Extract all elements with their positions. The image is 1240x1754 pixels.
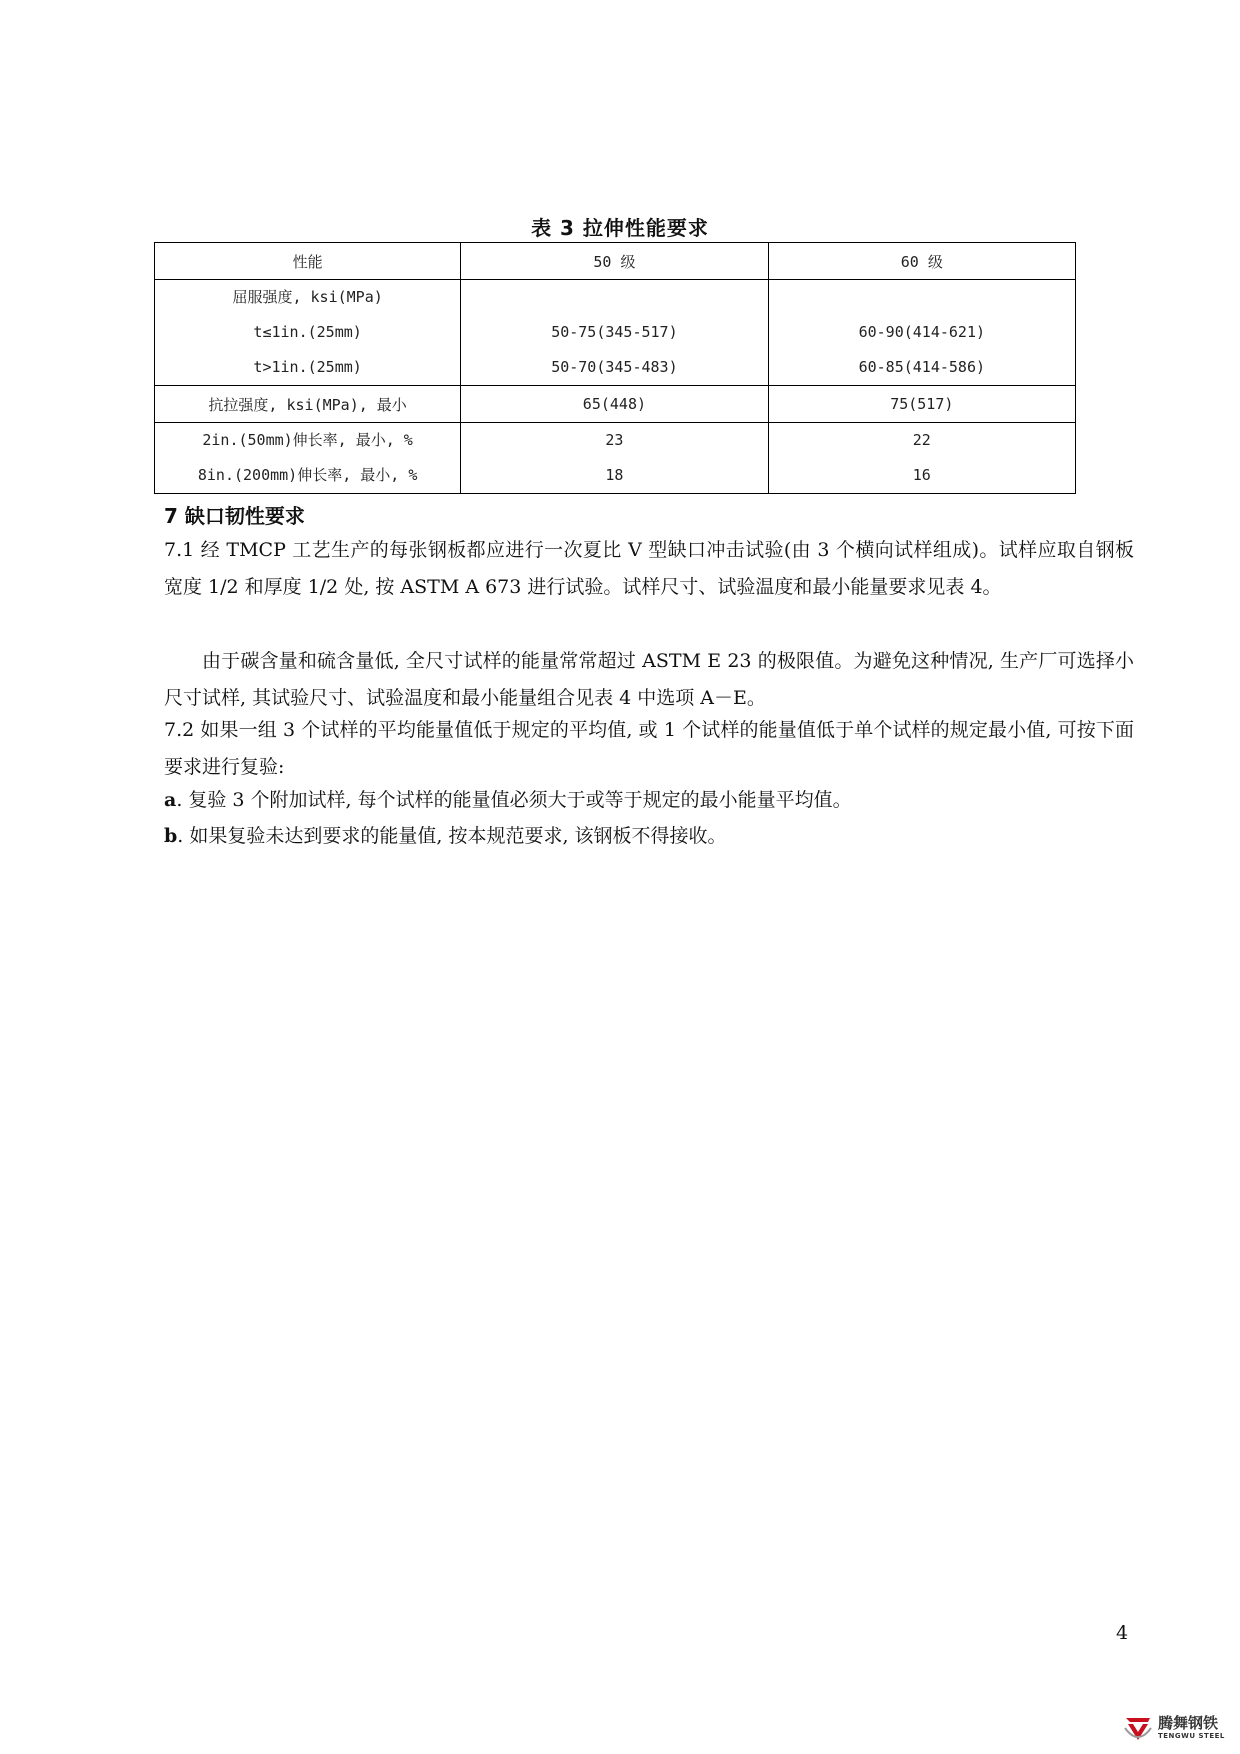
- paragraph-7-1: 7.1 经 TMCP 工艺生产的每张钢板都应进行一次夏比 V 型缺口冲击试验(由 3 个横向试样组成)。试样应取自钢板宽度 1/2 和厚度 1/2 处, 按 ASTM A 673 进行试验。试样尺寸、试验温度和最小能量要求见表 4。: [164, 539, 1134, 598]
- table-caption: 表 3 拉伸性能要求: [531, 216, 709, 240]
- elong-2in-g50: 23: [605, 431, 624, 449]
- header-grade-60: 60 级: [768, 243, 1075, 280]
- footer-logo: [1122, 1710, 1238, 1746]
- table-header-row: [155, 243, 1076, 280]
- table-row-tensile: [155, 386, 1076, 423]
- logo-en: TENGWU STEEL: [1158, 1732, 1225, 1740]
- elong-8in-g50: 18: [605, 466, 624, 484]
- yield-grade-50-cell: [461, 280, 768, 386]
- tensile-g50: 65(448): [461, 386, 768, 423]
- tensile-label: 抗拉强度, ksi(MPa), 最小: [155, 386, 461, 423]
- yield-label: 屈服强度, ksi(MPa): [232, 288, 383, 306]
- header-grade-50: 50 级: [461, 243, 768, 280]
- yield-grade-60-cell: [768, 280, 1075, 386]
- table-row-yield: [155, 280, 1076, 386]
- paragraph-7-2: 7.2 如果一组 3 个试样的平均能量值低于规定的平均值, 或 1 个试样的能量值低于单个试样的规定最小值, 可按下面要求进行复验:: [164, 719, 1134, 778]
- section-heading: 7 缺口韧性要求: [164, 504, 305, 528]
- list-item-b-label: b: [164, 825, 178, 847]
- header-property: 性能: [155, 243, 461, 280]
- elongation-grade-50-cell: [461, 423, 768, 494]
- logo-cn: 腾舞钢铁: [1158, 1714, 1219, 1732]
- elong-8in-label: 8in.(200mm)伸长率, 最小, %: [197, 466, 418, 484]
- page-number: 4: [1116, 1622, 1129, 1644]
- yield-thick-label: t>1in.(25mm): [253, 358, 362, 376]
- table-row-elongation: [155, 423, 1076, 494]
- list-item-a-text: . 复验 3 个附加试样, 每个试样的能量值必须大于或等于规定的最小能量平均值。: [176, 789, 852, 811]
- yield-thick-g50: 50-70(345-483): [551, 358, 678, 376]
- yield-property-cell: [155, 280, 461, 386]
- tengwu-logo-icon: [1122, 1712, 1154, 1744]
- yield-thin-g60: 60-90(414-621): [858, 323, 986, 341]
- list-item-b: [164, 818, 1134, 855]
- elong-8in-g60: 16: [912, 466, 931, 484]
- yield-thin-label: t≤1in.(25mm): [253, 323, 362, 341]
- elongation-grade-60-cell: [768, 423, 1075, 494]
- list-item-b-text: . 如果复验未达到要求的能量值, 按本规范要求, 该钢板不得接收。: [177, 825, 727, 847]
- yield-thin-g50: 50-75(345-517): [551, 323, 678, 341]
- elong-2in-g60: 22: [912, 431, 931, 449]
- logo-text: [1158, 1716, 1225, 1740]
- tensile-g60: 75(517): [768, 386, 1075, 423]
- list-item-a-label: a: [164, 789, 177, 811]
- elong-2in-label: 2in.(50mm)伸长率, 最小, %: [202, 431, 413, 449]
- tensile-properties-table: [154, 242, 1076, 494]
- yield-thick-g60: 60-85(414-586): [858, 358, 986, 376]
- paragraph-7-1-continued: 由于碳含量和硫含量低, 全尺寸试样的能量常常超过 ASTM E 23 的极限值。为避免这种情况, 生产厂可选择小尺寸试样, 其试验尺寸、试验温度和最小能量组合见表 4 中选项 A－E。: [164, 650, 1134, 709]
- list-item-a: [164, 782, 1134, 819]
- elongation-property-cell: [155, 423, 461, 494]
